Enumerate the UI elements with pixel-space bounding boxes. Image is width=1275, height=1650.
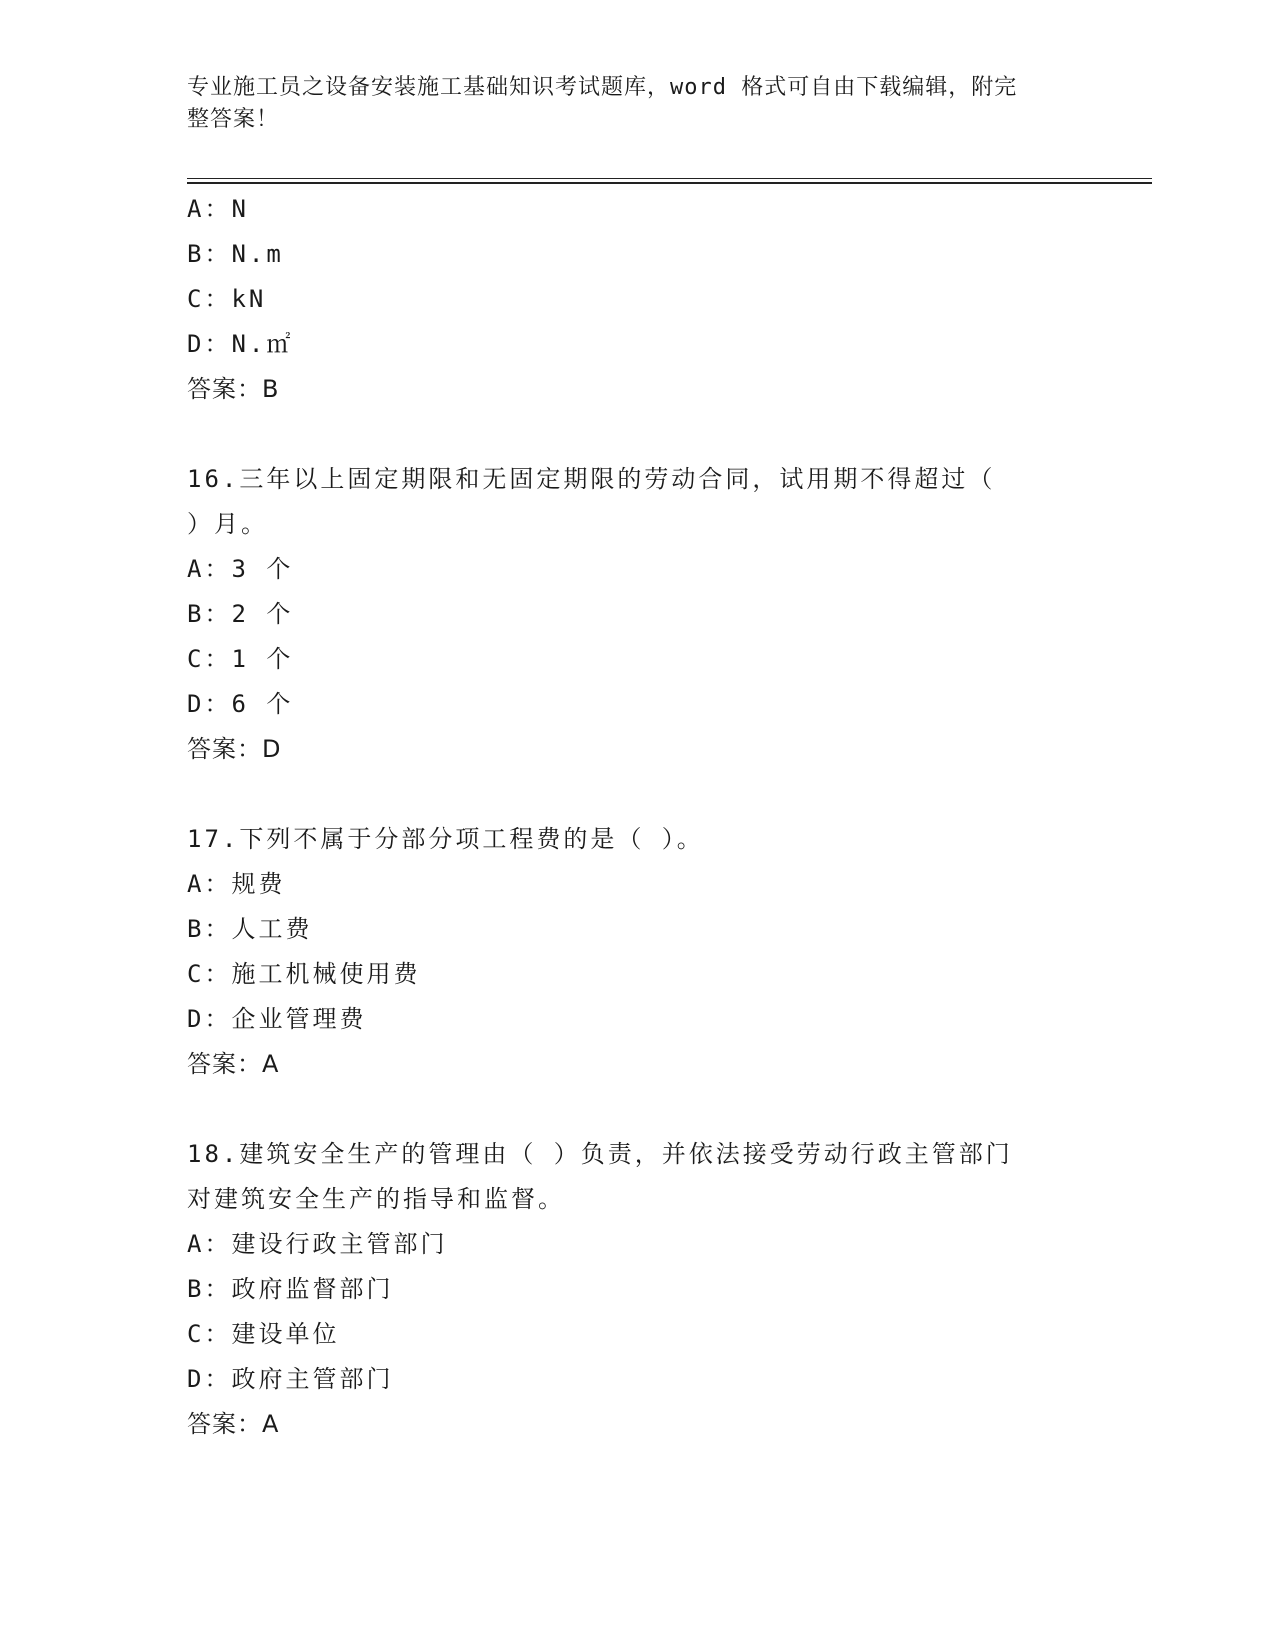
q16-option-a: A：3 个 xyxy=(187,555,294,583)
q17-stem-line-1: 17.下列不属于分部分项工程费的是（ ）。 xyxy=(187,825,704,853)
q15-option-b: B：N.m xyxy=(187,240,284,268)
q15-option-c: C：kN xyxy=(187,285,267,313)
q15-option-a: A：N xyxy=(187,195,249,223)
q18-option-b: B：政府监督部门 xyxy=(187,1275,394,1303)
q17-option-c: C：施工机械使用费 xyxy=(187,960,421,988)
q18-stem-line-1: 18.建筑安全生产的管理由（ ）负责，并依法接受劳动行政主管部门 xyxy=(187,1140,1013,1168)
q15-answer: 答案：B xyxy=(187,375,280,403)
header-line-1: 专业施工员之设备安装施工基础知识考试题库，word 格式可自由下载编辑，附完 xyxy=(187,75,1018,100)
q17-answer: 答案：A xyxy=(187,1050,280,1078)
header-line-2: 整答案！ xyxy=(187,107,280,132)
header-divider-thick xyxy=(187,182,1152,184)
q17-option-b: B：人工费 xyxy=(187,915,313,943)
q18-stem-line-2: 对建筑安全生产的指导和监督。 xyxy=(187,1185,565,1213)
q16-stem-line-2: ）月。 xyxy=(187,510,268,538)
q16-stem-line-1: 16.三年以上固定期限和无固定期限的劳动合同，试用期不得超过（ xyxy=(187,465,996,493)
q16-option-c: C：1 个 xyxy=(187,645,294,673)
page-header xyxy=(187,72,1077,136)
q16-option-b: B：2 个 xyxy=(187,600,294,628)
header-divider-thin xyxy=(187,178,1152,179)
q17-option-a: A：规费 xyxy=(187,870,286,898)
q18-answer: 答案：A xyxy=(187,1410,280,1438)
q16-answer: 答案：D xyxy=(187,735,282,763)
q18-option-c: C：建设单位 xyxy=(187,1320,340,1348)
q17-option-d: D：企业管理费 xyxy=(187,1005,367,1033)
q16-option-d: D：6 个 xyxy=(187,690,294,718)
q18-option-d: D：政府主管部门 xyxy=(187,1365,394,1393)
q18-option-a: A：建设行政主管部门 xyxy=(187,1230,448,1258)
q15-option-d: D：N.㎡ xyxy=(187,330,294,358)
